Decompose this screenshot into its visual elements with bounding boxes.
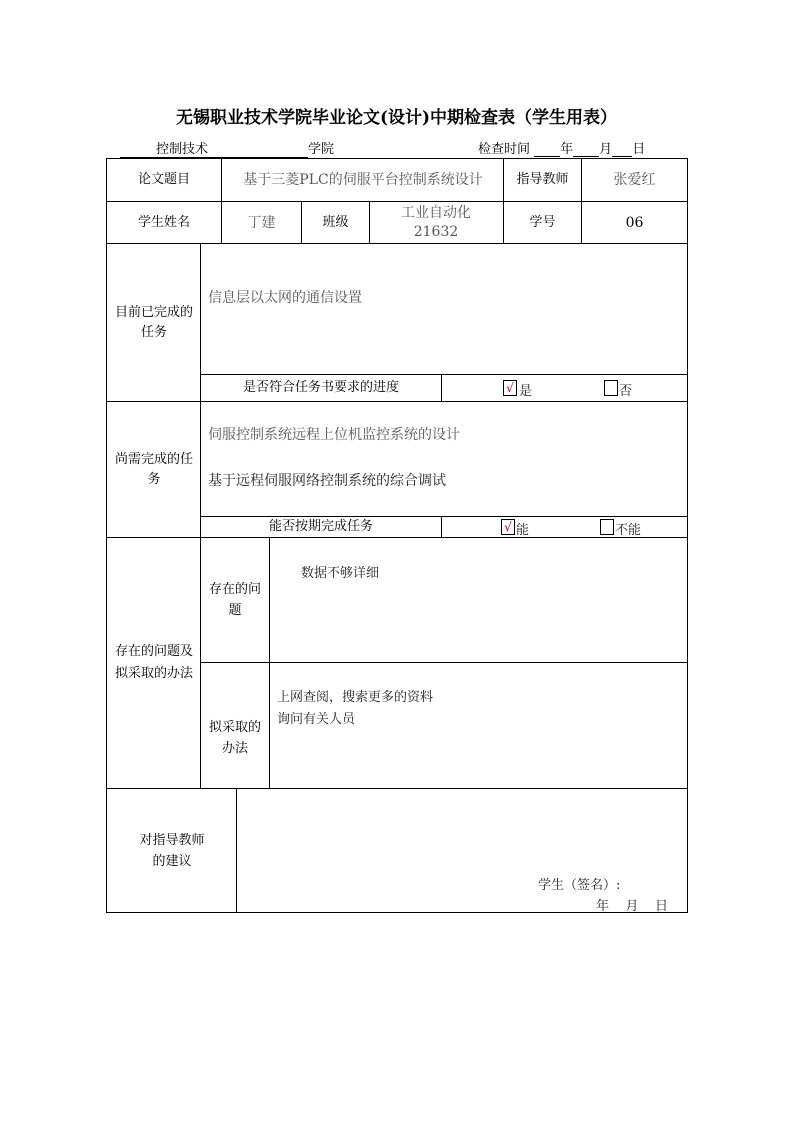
month-blank: [573, 143, 599, 157]
blank-underline: [120, 144, 156, 158]
check-mark-icon: √: [504, 520, 512, 534]
progress-check-question: 是否符合任务书要求的进度: [242, 380, 399, 395]
cannot-label: 不能: [615, 523, 642, 538]
yes-checkbox[interactable]: [503, 380, 517, 396]
class-label: 班级: [322, 214, 349, 230]
year-blank: [534, 143, 560, 157]
advisor-value: 张爱红: [613, 172, 656, 188]
day-blank: [612, 143, 632, 157]
check-time-label: 检查时间: [478, 142, 531, 157]
can-checkbox[interactable]: [501, 519, 515, 535]
advisor-label: 指导教师: [516, 172, 569, 187]
method-line: 询问有关人员: [277, 712, 356, 727]
year-label: 年: [560, 142, 574, 157]
student-id-label: 学号: [529, 214, 556, 230]
issue-content: 数据不够详细: [301, 566, 380, 581]
department-name: 控制技术: [156, 142, 209, 157]
schedule-check-question: 能否按期完成任务: [268, 519, 373, 534]
student-signature-label: 学生（签名）:: [538, 878, 621, 893]
method-label: 拟采取的办法: [208, 719, 261, 756]
suggestion-label: 对指导教师的建议: [139, 832, 205, 869]
student-id-value: 06: [625, 214, 644, 231]
yes-label: 是: [519, 384, 533, 399]
day-label: 日: [632, 142, 646, 157]
month-label: 月: [599, 142, 613, 157]
student-name-value: 丁建: [247, 214, 276, 231]
cannot-checkbox[interactable]: [600, 519, 614, 535]
method-line: 上网查阅，搜索更多的资料: [277, 690, 434, 705]
topic-value: 基于三菱PLC的伺服平台控制系统设计: [243, 172, 483, 188]
remaining-tasks-label: 尚需完成的任务: [114, 451, 193, 487]
no-label: 否: [619, 384, 633, 399]
remaining-task-item: 伺服控制系统远程上位机监控系统的设计: [208, 427, 460, 443]
class-value: 工业自动化21632: [401, 204, 471, 240]
can-label: 能: [516, 523, 530, 538]
issue-label: 存在的问题: [208, 582, 261, 618]
completed-tasks-content: 信息层以太网的通信设置: [208, 290, 362, 306]
signature-date: 年 月 日: [596, 899, 669, 914]
student-name-label: 学生姓名: [137, 214, 190, 230]
no-checkbox[interactable]: [604, 380, 618, 396]
check-mark-icon: √: [506, 381, 514, 395]
remaining-task-item: 基于远程伺服网络控制系统的综合调试: [208, 473, 446, 489]
problems-section-label: 存在的问题及拟采取的办法: [114, 644, 193, 681]
page-title: 无锡职业技术学院毕业论文(设计)中期检查表（学生用表）: [175, 108, 618, 128]
header-check-time: [478, 138, 645, 157]
completed-tasks-label: 目前已完成的任务: [114, 304, 193, 340]
blank-underline: [208, 144, 308, 158]
college-suffix: 学院: [308, 142, 335, 157]
topic-label: 论文题目: [137, 172, 190, 187]
header-department-line: [120, 138, 334, 158]
